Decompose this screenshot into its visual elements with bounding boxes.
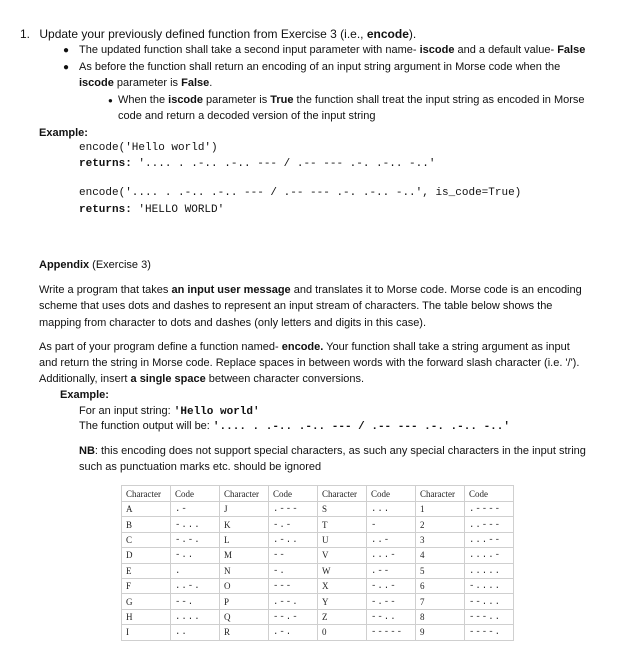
sub-bullet-true: True [270, 94, 294, 106]
morse-code-cell: - [367, 517, 416, 532]
morse-code-cell: -.-- [367, 594, 416, 609]
p2-text: As part of your program define a function named- [39, 341, 282, 353]
character-cell: C [122, 532, 171, 547]
character-cell: X [318, 578, 367, 593]
morse-code-cell: . [171, 563, 220, 578]
appendix-p1-line3: mapping from character to dots and dashes (only letters and digits in this case). [39, 317, 427, 329]
morse-code-cell: --. [171, 594, 220, 609]
character-cell: N [220, 563, 269, 578]
morse-code-cell: .- [171, 502, 220, 517]
bullet-dot: ● [63, 45, 70, 56]
character-cell: 3 [416, 532, 465, 547]
character-cell: D [122, 548, 171, 563]
character-cell: S [318, 502, 367, 517]
bullet-1-text: The updated function shall take a second input parameter with name- [79, 44, 420, 56]
bullet-2-text: parameter is [113, 77, 182, 89]
item-number: 1. [20, 27, 31, 41]
morse-code-cell: .... [171, 609, 220, 624]
character-cell: K [220, 517, 269, 532]
header-character: Character [220, 486, 269, 502]
character-cell: Y [318, 594, 367, 609]
morse-code-cell: ..--- [465, 517, 514, 532]
character-cell: A [122, 502, 171, 517]
character-cell: T [318, 517, 367, 532]
sub-bullet-text3: the function shall treat the input string as encoded in Morse [293, 94, 585, 106]
sub-bullet-text2: parameter is [203, 94, 271, 106]
ex-text: For an input string: [79, 405, 174, 417]
header-code: Code [367, 486, 416, 502]
example-1-returns [79, 158, 435, 170]
character-cell: 9 [416, 625, 465, 640]
example-label: Example: [39, 127, 88, 139]
bullet-1-text2: and a default value- [454, 44, 558, 56]
table-row [122, 517, 514, 532]
appendix-p1-line1 [39, 284, 582, 296]
morse-code-cell: .. [171, 625, 220, 640]
character-cell: 2 [416, 517, 465, 532]
character-cell: B [122, 517, 171, 532]
morse-code-cell: ----- [367, 625, 416, 640]
character-cell: 0 [318, 625, 367, 640]
morse-code-cell: .-.. [269, 532, 318, 547]
character-cell: U [318, 532, 367, 547]
returns-label: returns: [79, 204, 132, 216]
sub-bullet-dot: ● [108, 96, 113, 105]
character-cell: V [318, 548, 367, 563]
appendix-title-bold: Appendix [39, 259, 90, 271]
morse-code-cell: -..- [367, 578, 416, 593]
item-title-end: ). [408, 27, 417, 41]
table-row [122, 625, 514, 640]
character-cell: Q [220, 609, 269, 624]
morse-code-cell: -.. [171, 548, 220, 563]
morse-code-cell: -... [171, 517, 220, 532]
morse-code-cell: ....- [465, 548, 514, 563]
character-cell: 7 [416, 594, 465, 609]
header-character: Character [416, 486, 465, 502]
item-heading [20, 27, 416, 41]
bullet-2-line1: As before the function shall return an encoding of an input string argument in Morse code when the [79, 61, 561, 73]
bullet-1-false: False [557, 44, 586, 56]
header-code: Code [269, 486, 318, 502]
appendix-title [39, 259, 151, 271]
character-cell: 1 [416, 502, 465, 517]
bullet-1-iscode: iscode [419, 44, 455, 56]
ex-text2: The function output will be: [79, 420, 213, 432]
character-cell: M [220, 548, 269, 563]
character-cell: R [220, 625, 269, 640]
example-2-call: encode('.... . .-.. .-.. --- / .-- --- .-. .-.. -..', is_code=True) [79, 187, 522, 199]
character-cell: H [122, 609, 171, 624]
ex-input: 'Hello world' [173, 406, 260, 418]
morse-code-cell: --.- [269, 609, 318, 624]
nb-text: : this encoding does not support special characters, as such any special characters in the input string [94, 445, 586, 457]
character-cell: F [122, 578, 171, 593]
morse-code-cell: --... [465, 594, 514, 609]
morse-code-cell: .---- [465, 502, 514, 517]
bullet-2-line2 [79, 77, 212, 89]
item-title: Update your previously defined function from Exercise 3 (i.e., [39, 27, 367, 41]
morse-code-cell: -.... [465, 578, 514, 593]
character-cell: 8 [416, 609, 465, 624]
morse-code-cell: --- [269, 578, 318, 593]
morse-code-cell: ...-- [465, 532, 514, 547]
header-code: Code [171, 486, 220, 502]
returns-label: returns: [79, 158, 132, 170]
character-cell: 6 [416, 578, 465, 593]
appendix-p2-line1 [39, 341, 570, 353]
character-cell: W [318, 563, 367, 578]
morse-code-cell: .--- [269, 502, 318, 517]
p2-text2: Your function shall take a string argument as input [323, 341, 570, 353]
header-code: Code [465, 486, 514, 502]
table-row [122, 563, 514, 578]
character-cell: L [220, 532, 269, 547]
morse-code-cell: ..-. [171, 578, 220, 593]
bullet-2-false: False [181, 77, 210, 89]
ex-output: '.... . .-.. .-.. --- / .-- --- .-. .-.. -..' [212, 421, 510, 433]
character-cell: E [122, 563, 171, 578]
p2-text3: Additionally, insert [39, 373, 131, 385]
character-cell: Z [318, 609, 367, 624]
p2-bold: encode. [281, 341, 324, 353]
appendix-title-rest: (Exercise 3) [89, 259, 151, 271]
morse-code-cell: --.. [367, 609, 416, 624]
example-1-value: '.... . .-.. .-.. --- / .-- --- .-. .-.. -..' [131, 158, 436, 170]
appendix-example-line2 [79, 420, 510, 433]
example-1-call: encode('Hello world') [79, 142, 218, 154]
morse-code-cell: ----. [465, 625, 514, 640]
morse-code-cell: .-. [269, 625, 318, 640]
sub-bullet-iscode: iscode [168, 94, 203, 106]
morse-code-cell: ..... [465, 563, 514, 578]
morse-code-cell: -- [269, 548, 318, 563]
morse-code-cell: ..- [367, 532, 416, 547]
sub-bullet-line2: code and return a decoded version of the input string [118, 110, 376, 122]
item-title-bold: encode [366, 27, 409, 41]
header-character: Character [122, 486, 171, 502]
appendix-example-label: Example: [60, 389, 109, 401]
morse-code-cell: .-- [367, 563, 416, 578]
table-row [122, 532, 514, 547]
character-cell: J [220, 502, 269, 517]
example-2-value: 'HELLO WORLD' [131, 204, 225, 216]
sub-bullet-text: When the [118, 94, 169, 106]
p2-bold2: a single space [130, 373, 206, 385]
morse-code-cell: -.-. [171, 532, 220, 547]
character-cell: 5 [416, 563, 465, 578]
morse-table [121, 485, 514, 641]
table-row [122, 578, 514, 593]
table-row [122, 609, 514, 624]
table-row [122, 594, 514, 609]
nb-line2: such as punctuation marks etc. should be ignored [79, 461, 322, 473]
p1-bold: an input user message [171, 284, 291, 296]
morse-code-cell: ---.. [465, 609, 514, 624]
appendix-p1-line2: scheme that uses dots and dashes to represent an input stream of characters. The table below shows the [39, 300, 553, 312]
bullet-2-end: . [209, 77, 213, 89]
table-row [122, 548, 514, 563]
character-cell: G [122, 594, 171, 609]
morse-code-cell: .--. [269, 594, 318, 609]
appendix-p2-line3 [39, 373, 364, 385]
morse-code-cell: -.- [269, 517, 318, 532]
nb-line1 [79, 445, 586, 457]
character-cell: P [220, 594, 269, 609]
character-cell: O [220, 578, 269, 593]
p1-text: Write a program that takes [39, 284, 172, 296]
p2-text4: between character conversions. [205, 373, 365, 385]
appendix-p2-line2: and return the string in Morse code. Replace spaces in between words with the forward slash character (i.e. '/'). [39, 357, 580, 369]
morse-code-cell: -. [269, 563, 318, 578]
character-cell: I [122, 625, 171, 640]
appendix-example-line1 [79, 405, 260, 418]
character-cell: 4 [416, 548, 465, 563]
sub-bullet-line1 [118, 94, 585, 106]
bullet-dot: ● [63, 62, 70, 73]
morse-code-cell: ...- [367, 548, 416, 563]
header-character: Character [318, 486, 367, 502]
example-2-returns [79, 204, 224, 216]
nb-label: NB [79, 445, 95, 457]
bullet-2-iscode: iscode [79, 77, 114, 89]
bullet-1 [79, 44, 585, 56]
table-row [122, 502, 514, 517]
table-header-row [122, 486, 514, 502]
morse-code-cell: ... [367, 502, 416, 517]
p1-text2: and translates it to Morse code. Morse code is an encoding [290, 284, 582, 296]
